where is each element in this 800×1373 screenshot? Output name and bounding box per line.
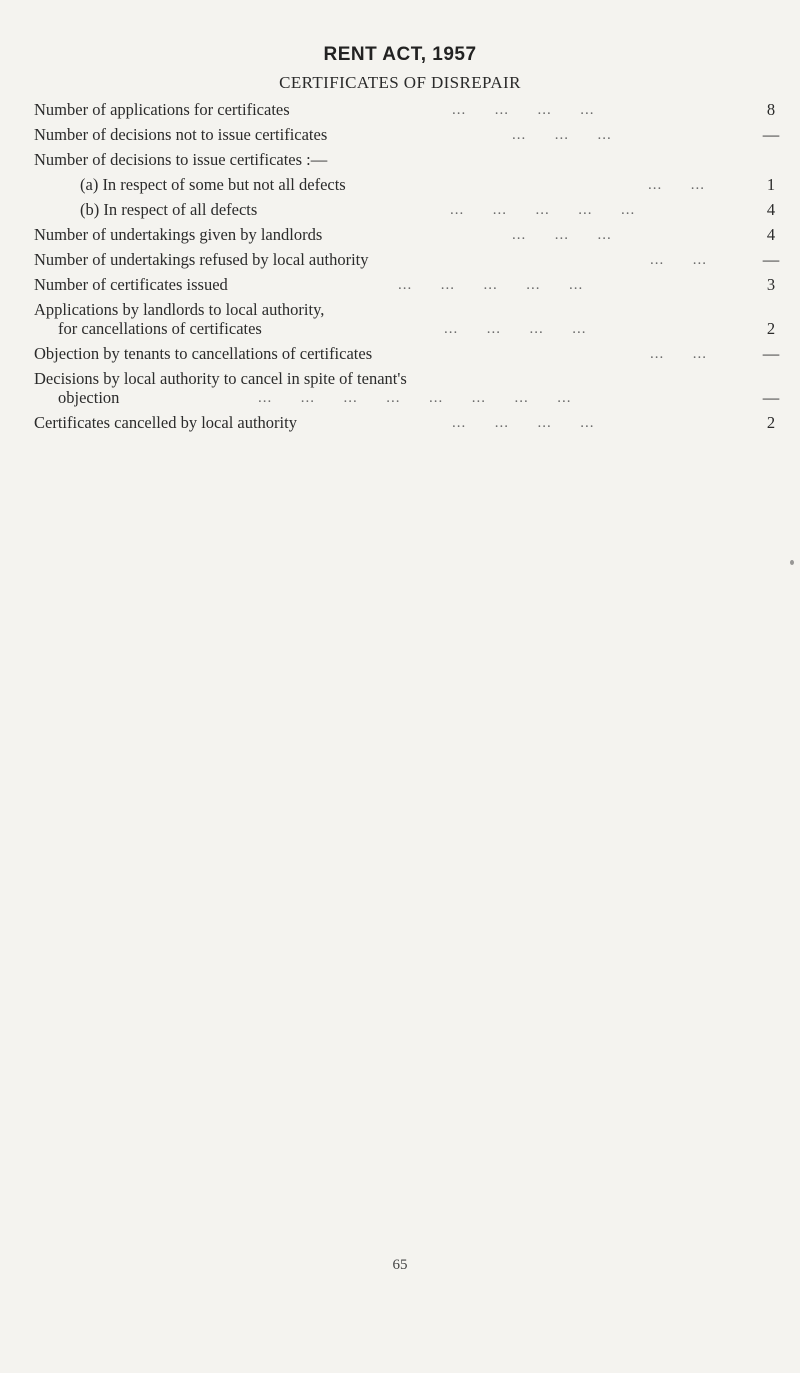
leader-dots: ... ...	[650, 252, 707, 268]
row-value: 3	[766, 275, 776, 294]
row-decisions-not-issue	[34, 125, 327, 145]
row-certificates-issued	[34, 275, 228, 295]
row-label: (a) In respect of some but not all defects	[80, 175, 346, 194]
page-number: 65	[392, 1257, 408, 1273]
row-label: Number of applications for certificates	[34, 100, 290, 119]
leader-dots: ... ...	[650, 346, 707, 362]
row-label: Number of certificates issued	[34, 275, 228, 294]
row-label: (b) In respect of all defects	[80, 200, 258, 219]
row-label: Applications by landlords to local authority,	[34, 300, 325, 319]
row-label: Decisions by local authority to cancel in spite of tenant's	[34, 369, 407, 388]
row-label-continued: objection	[58, 388, 120, 407]
row-label: Objection by tenants to cancellations of certificates	[34, 344, 373, 363]
row-value: 4	[766, 200, 776, 219]
row-decisions-to-issue	[34, 150, 327, 170]
row-value: 4	[766, 225, 776, 244]
row-value: —	[762, 125, 780, 144]
row-value: 2	[766, 413, 776, 432]
leader-dots: ... ... ... ...	[452, 102, 595, 118]
row-label-continued: for cancellations of certificates	[58, 319, 262, 338]
leader-dots: ... ...	[648, 177, 705, 193]
act-title: RENT ACT, 1957	[323, 44, 477, 65]
row-all-defects	[80, 200, 257, 220]
row-label: Number of undertakings refused by local authority	[34, 250, 369, 269]
row-value: 8	[766, 100, 776, 119]
leader-dots: ... ... ... ...	[452, 415, 595, 431]
row-tenant-objection	[34, 344, 372, 364]
row-label: Certificates cancelled by local authority	[34, 413, 297, 432]
row-value: —	[762, 344, 780, 363]
row-applications-cancellation	[34, 300, 324, 338]
leader-dots: ... ... ... ... ...	[398, 277, 584, 293]
row-label: Number of decisions not to issue certificates	[34, 125, 328, 144]
row-certificates-cancelled	[34, 413, 297, 433]
scan-speck	[790, 560, 794, 565]
row-label: Number of decisions to issue certificates :—	[34, 150, 328, 169]
leader-dots: ... ... ... ... ... ... ... ...	[258, 390, 572, 406]
row-applications	[34, 100, 290, 120]
row-value: —	[762, 388, 780, 407]
leader-dots: ... ... ... ... ...	[450, 202, 636, 218]
section-title: CERTIFICATES OF DISREPAIR	[279, 73, 521, 92]
row-value: 2	[766, 319, 776, 338]
leader-dots: ... ... ...	[512, 227, 612, 243]
row-value: 1	[766, 175, 776, 194]
leader-dots: ... ... ... ...	[444, 321, 587, 337]
row-label: Number of undertakings given by landlords	[34, 225, 323, 244]
leader-dots: ... ... ...	[512, 127, 612, 143]
row-undertakings-given	[34, 225, 322, 245]
row-undertakings-refused	[34, 250, 369, 270]
row-some-defects	[80, 175, 346, 195]
row-value: —	[762, 250, 780, 269]
